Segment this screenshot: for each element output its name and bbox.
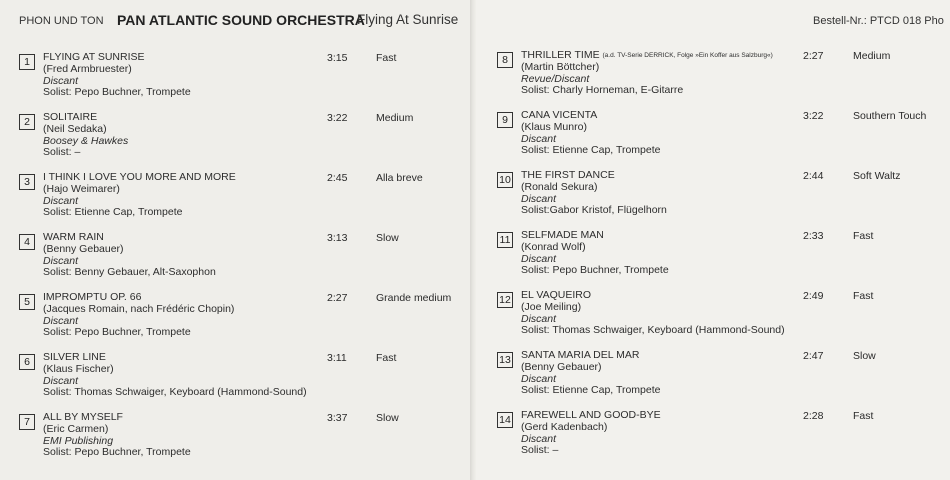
track-details xyxy=(521,290,785,337)
track-composer: (Gerd Kadenbach) xyxy=(521,420,608,433)
track-details xyxy=(43,112,128,159)
track-number-box: 6 xyxy=(19,354,35,370)
track-publisher: Discant xyxy=(43,194,79,207)
track-title: EL VAQUEIRO xyxy=(521,289,592,301)
track-duration: 2:27 xyxy=(327,292,348,304)
track-soloist: Solist: Etienne Cap, Trompete xyxy=(521,384,661,397)
track-title: I THINK I LOVE YOU MORE AND MORE xyxy=(43,171,236,183)
booklet-fold xyxy=(470,0,476,480)
track-publisher: Discant xyxy=(43,254,79,267)
track-details xyxy=(521,410,661,457)
label-name: PHON UND TON xyxy=(19,15,104,27)
track-duration: 3:13 xyxy=(327,232,348,244)
album-title: Flying At Sunrise xyxy=(357,12,459,27)
track-number-box: 3 xyxy=(19,174,35,190)
track-number-box: 11 xyxy=(497,232,513,248)
track-details xyxy=(43,292,234,339)
track-duration: 3:22 xyxy=(327,112,348,124)
track-tempo: Alla breve xyxy=(376,172,423,184)
track-title: SELFMADE MAN xyxy=(521,229,604,241)
track-duration: 2:27 xyxy=(803,50,824,62)
track-title: THRILLER TIME xyxy=(521,49,600,61)
track-publisher: Boosey & Hawkes xyxy=(43,134,129,147)
track-tempo: Medium xyxy=(376,112,414,124)
track-number-box: 1 xyxy=(19,54,35,70)
track-composer: (Klaus Fischer) xyxy=(43,362,114,375)
track-tempo: Slow xyxy=(376,232,399,244)
track-number-box: 2 xyxy=(19,114,35,130)
track-soloist: Solist: Etienne Cap, Trompete xyxy=(43,206,183,219)
track-tempo: Slow xyxy=(376,412,399,424)
track-publisher: EMI Publishing xyxy=(43,434,114,447)
track-details xyxy=(43,232,216,279)
track-publisher: Discant xyxy=(521,252,557,265)
track-soloist: Solist: Pepo Buchner, Trompete xyxy=(521,264,669,277)
track-duration: 3:11 xyxy=(327,352,347,364)
track-composer: (Konrad Wolf) xyxy=(521,240,586,253)
track-duration: 2:28 xyxy=(803,410,824,422)
track-publisher: Discant xyxy=(521,192,557,205)
track-title: CANA VICENTA xyxy=(521,109,598,121)
track-duration: 2:44 xyxy=(803,170,824,182)
track-publisher: Discant xyxy=(521,132,557,145)
track-soloist: Solist: Thomas Schwaiger, Keyboard (Hammond-Sound) xyxy=(43,386,307,399)
track-number-box: 12 xyxy=(497,292,513,308)
track-number-box: 10 xyxy=(497,172,513,188)
track-details xyxy=(43,352,307,399)
track-duration: 2:33 xyxy=(803,230,824,242)
track-publisher: Discant xyxy=(521,372,557,385)
track-soloist: Solist:Gabor Kristof, Flügelhorn xyxy=(521,204,667,217)
track-composer: (Joe Meiling) xyxy=(521,300,582,313)
track-number-box: 9 xyxy=(497,112,513,128)
track-composer: (Jacques Romain, nach Frédéric Chopin) xyxy=(43,302,235,315)
track-title: SOLITAIRE xyxy=(43,111,98,123)
track-title: ALL BY MYSELF xyxy=(43,411,123,423)
track-details xyxy=(521,350,661,397)
track-title: FAREWELL AND GOOD-BYE xyxy=(521,409,661,421)
track-tempo: Fast xyxy=(376,52,397,64)
track-soloist: Solist: Pepo Buchner, Trompete xyxy=(43,86,191,99)
track-number-box: 5 xyxy=(19,294,35,310)
track-tempo: Slow xyxy=(853,350,876,362)
track-details xyxy=(521,110,661,157)
track-tempo: Fast xyxy=(853,230,874,242)
track-publisher: Discant xyxy=(521,432,557,445)
track-number-box: 14 xyxy=(497,412,513,428)
track-number-box: 8 xyxy=(497,52,513,68)
track-publisher: Discant xyxy=(43,374,79,387)
track-composer: (Hajo Weimarer) xyxy=(43,182,120,195)
track-soloist: Solist: Benny Gebauer, Alt-Saxophon xyxy=(43,266,216,279)
track-title: WARM RAIN xyxy=(43,231,104,243)
track-publisher: Discant xyxy=(43,314,79,327)
track-number-box: 7 xyxy=(19,414,35,430)
track-title: FLYING AT SUNRISE xyxy=(43,51,145,63)
track-composer: (Ronald Sekura) xyxy=(521,180,598,193)
track-title: IMPROMPTU OP. 66 xyxy=(43,291,142,303)
track-tempo: Grande medium xyxy=(376,292,452,304)
track-details xyxy=(43,412,191,459)
track-number-box: 13 xyxy=(497,352,513,368)
track-duration: 3:22 xyxy=(803,110,824,122)
track-soloist: Solist: Charly Horneman, E-Gitarre xyxy=(521,84,684,97)
track-title: SANTA MARIA DEL MAR xyxy=(521,349,640,361)
track-duration: 3:15 xyxy=(327,52,348,64)
track-composer: (Fred Armbruester) xyxy=(43,62,132,75)
track-soloist: Solist: Pepo Buchner, Trompete xyxy=(43,326,191,339)
track-duration: 2:47 xyxy=(803,350,824,362)
orchestra-name: PAN ATLANTIC SOUND ORCHESTRA xyxy=(117,12,365,28)
track-title-note: (a.d. TV-Serie DERRICK, Folge »Ein Koffer aus Salzburg«) xyxy=(602,52,773,59)
track-title: THE FIRST DANCE xyxy=(521,169,615,181)
track-tempo: Southern Touch xyxy=(853,110,927,122)
track-tempo: Soft Waltz xyxy=(853,170,901,182)
track-duration: 3:37 xyxy=(327,412,348,424)
track-publisher: Discant xyxy=(521,312,557,325)
track-composer: (Eric Carmen) xyxy=(43,422,109,435)
track-soloist: Solist: Pepo Buchner, Trompete xyxy=(43,446,191,459)
track-details xyxy=(43,52,191,99)
track-publisher: Discant xyxy=(43,74,79,87)
track-composer: (Benny Gebauer) xyxy=(43,242,124,255)
track-soloist: Solist: Etienne Cap, Trompete xyxy=(521,144,661,157)
track-tempo: Medium xyxy=(853,50,891,62)
track-composer: (Martin Böttcher) xyxy=(521,60,600,73)
track-composer: (Neil Sedaka) xyxy=(43,122,107,135)
track-details xyxy=(521,230,669,277)
track-soloist: Solist: Thomas Schwaiger, Keyboard (Hammond-Sound) xyxy=(521,324,785,337)
track-tempo: Fast xyxy=(376,352,397,364)
track-soloist: Solist: – xyxy=(43,146,81,159)
track-duration: 2:49 xyxy=(803,290,824,302)
track-duration: 2:45 xyxy=(327,172,348,184)
order-number: Bestell-Nr.: PTCD 018 Pho xyxy=(813,15,944,27)
track-title: SILVER LINE xyxy=(43,351,106,363)
track-details xyxy=(521,170,667,217)
track-publisher: Revue/Discant xyxy=(521,72,590,85)
track-tempo: Fast xyxy=(853,410,874,422)
track-composer: (Klaus Munro) xyxy=(521,120,587,133)
track-details xyxy=(521,50,773,97)
track-details xyxy=(43,172,236,219)
track-soloist: Solist: – xyxy=(521,444,559,457)
track-tempo: Fast xyxy=(853,290,874,302)
track-composer: (Benny Gebauer) xyxy=(521,360,602,373)
track-number-box: 4 xyxy=(19,234,35,250)
